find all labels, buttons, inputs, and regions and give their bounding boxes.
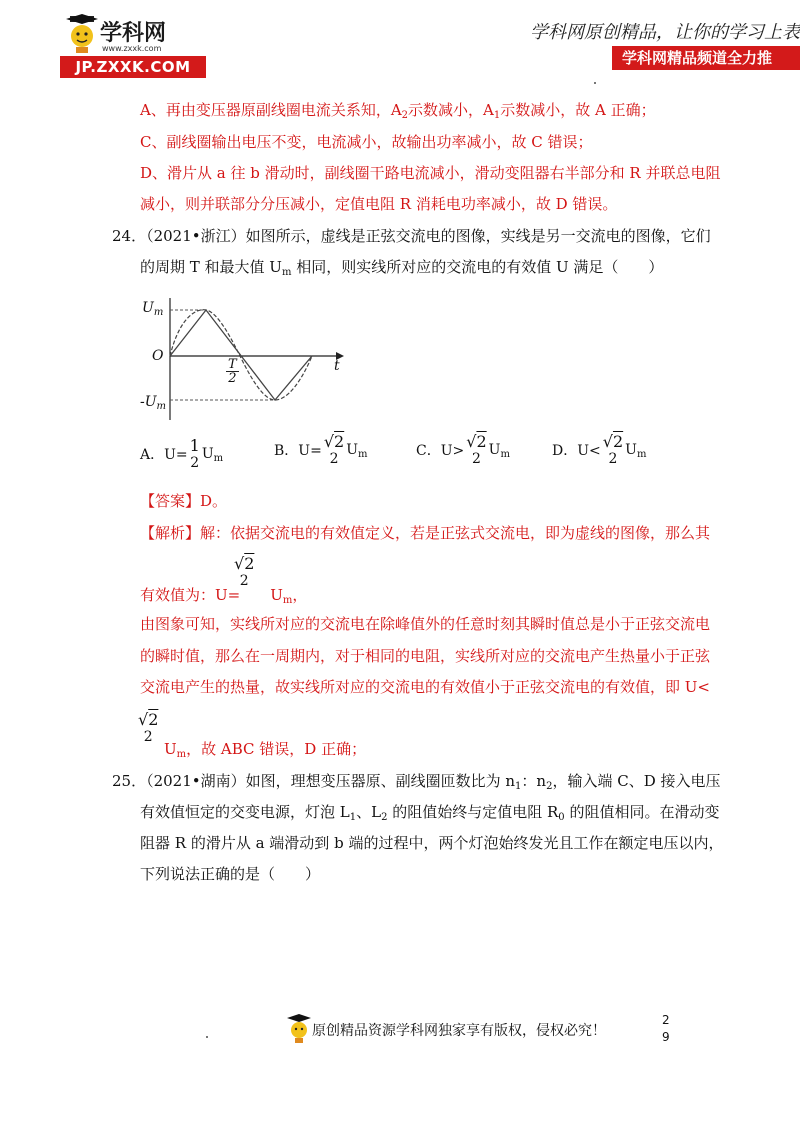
logo	[60, 14, 210, 74]
um-label: $U_m$	[142, 300, 164, 318]
q24-analysis-1: 【解析】解：依据交流电的有效值定义，若是正弦式交流电，即为虚线的图像，那么其	[140, 524, 711, 542]
q25-line-3: 阻器 R 的滑片从 a 端滑动到 b 端的过程中，两个灯泡始终发光且工作在额定电压以内，	[140, 834, 724, 852]
option-a[interactable]: A．U= 1 2 $U_m$	[140, 436, 224, 471]
q25-line-1: 25．（2021•湖南）如图，理想变压器原、副线圈匝数比为 $n_1$：$n_2$，输入端 C、D 接入电压	[112, 772, 721, 792]
option-c[interactable]: C．U> √2 2 $U_m$	[416, 432, 510, 467]
q24-line-2: 的周期 T 和最大值 $U_m$ 相同，则实线所对应的交流电的有效值 U 满足（ ）	[140, 258, 664, 278]
origin-label: O	[152, 348, 164, 364]
page-number-top: 2	[662, 1013, 670, 1027]
prev-answer-c: C、副线圈输出电压不变，电流减小，故输出功率减小，故 C 错误；	[140, 133, 593, 151]
q24-analysis-5: 交流电产生的热量，故实线所对应的交流电的有效值小于正弦交流电的有效值，即 U<	[140, 678, 710, 696]
prev-answer-a: A、再由变压器原副线圈电流关系知，$A_2$示数减小，$A_1$示数减小，故 A 正确；	[140, 101, 656, 121]
page-number-bottom: 9	[662, 1030, 670, 1044]
prev-answer-d-2: 减小，则并联部分分压减小，定值电阻 R 消耗电功率减小，故 D 错误。	[140, 195, 618, 213]
q24-line-1: 24．（2021•浙江）如图所示，虚线是正弦交流电的图像，实线是另一交流电的图像，它们	[112, 227, 711, 245]
logo-bar: JP.ZXXK.COM	[60, 56, 206, 78]
footer-mascot-icon	[286, 1014, 312, 1044]
neg-um-label: $-U_m$	[140, 394, 167, 412]
footer-copyright: 原创精品资源学科网独家享有版权，侵权必究！	[312, 1023, 606, 1039]
t-axis-label: t	[334, 358, 340, 374]
wave-graph-svg	[140, 290, 350, 420]
footer-dot	[206, 1036, 208, 1038]
q25-line-4: 下列说法正确的是（ ）	[140, 865, 321, 883]
q24-analysis-3: 由图象可知，实线所对应的交流电在除峰值外的任意时刻其瞬时值总是小于正弦交流电	[140, 615, 711, 633]
q24-analysis-6: $U_m$，故 ABC 错误，D 正确；	[164, 740, 367, 760]
logo-name: 学科网	[100, 21, 167, 46]
header-red-bar: 学科网精品频道全力推	[612, 46, 800, 70]
q25-line-2: 有效值恒定的交变电源，灯泡 $L_1$、$L_2$ 的阻值始终与定值电阻 $R_0$ 的阻值相同。在滑动变	[140, 803, 720, 823]
logo-small-url: www.zxxk.com	[102, 44, 162, 53]
triangle-curve	[170, 310, 312, 400]
q24-effective-frac: √2 2	[234, 554, 255, 589]
q24-answer: 【答案】D。	[140, 492, 228, 510]
header-slogan: 学科网原创精品，让你的学习上表	[530, 22, 800, 43]
mascot-icon	[64, 14, 100, 56]
q24-analysis-2: 有效值为：$U= U_m$，	[140, 586, 308, 606]
option-b[interactable]: B．U= √2 2 $U_m$	[274, 432, 368, 467]
q24-conclusion-frac: √2 2	[138, 710, 159, 745]
prev-answer-d-1: D、滑片从 a 往 b 滑动时，副线圈干路电流减小，滑动变阻器右半部分和 R 并联总电阻	[140, 164, 721, 182]
q24-analysis-4: 的瞬时值，那么在一周期内，对于相同的电阻，实线所对应的交流电产生热量小于正弦	[140, 647, 711, 665]
option-d[interactable]: D．U< √2 2 $U_m$	[552, 432, 647, 467]
header-dot	[594, 82, 596, 84]
half-period-tick: T 2	[228, 357, 237, 386]
wave-graph	[140, 290, 350, 420]
